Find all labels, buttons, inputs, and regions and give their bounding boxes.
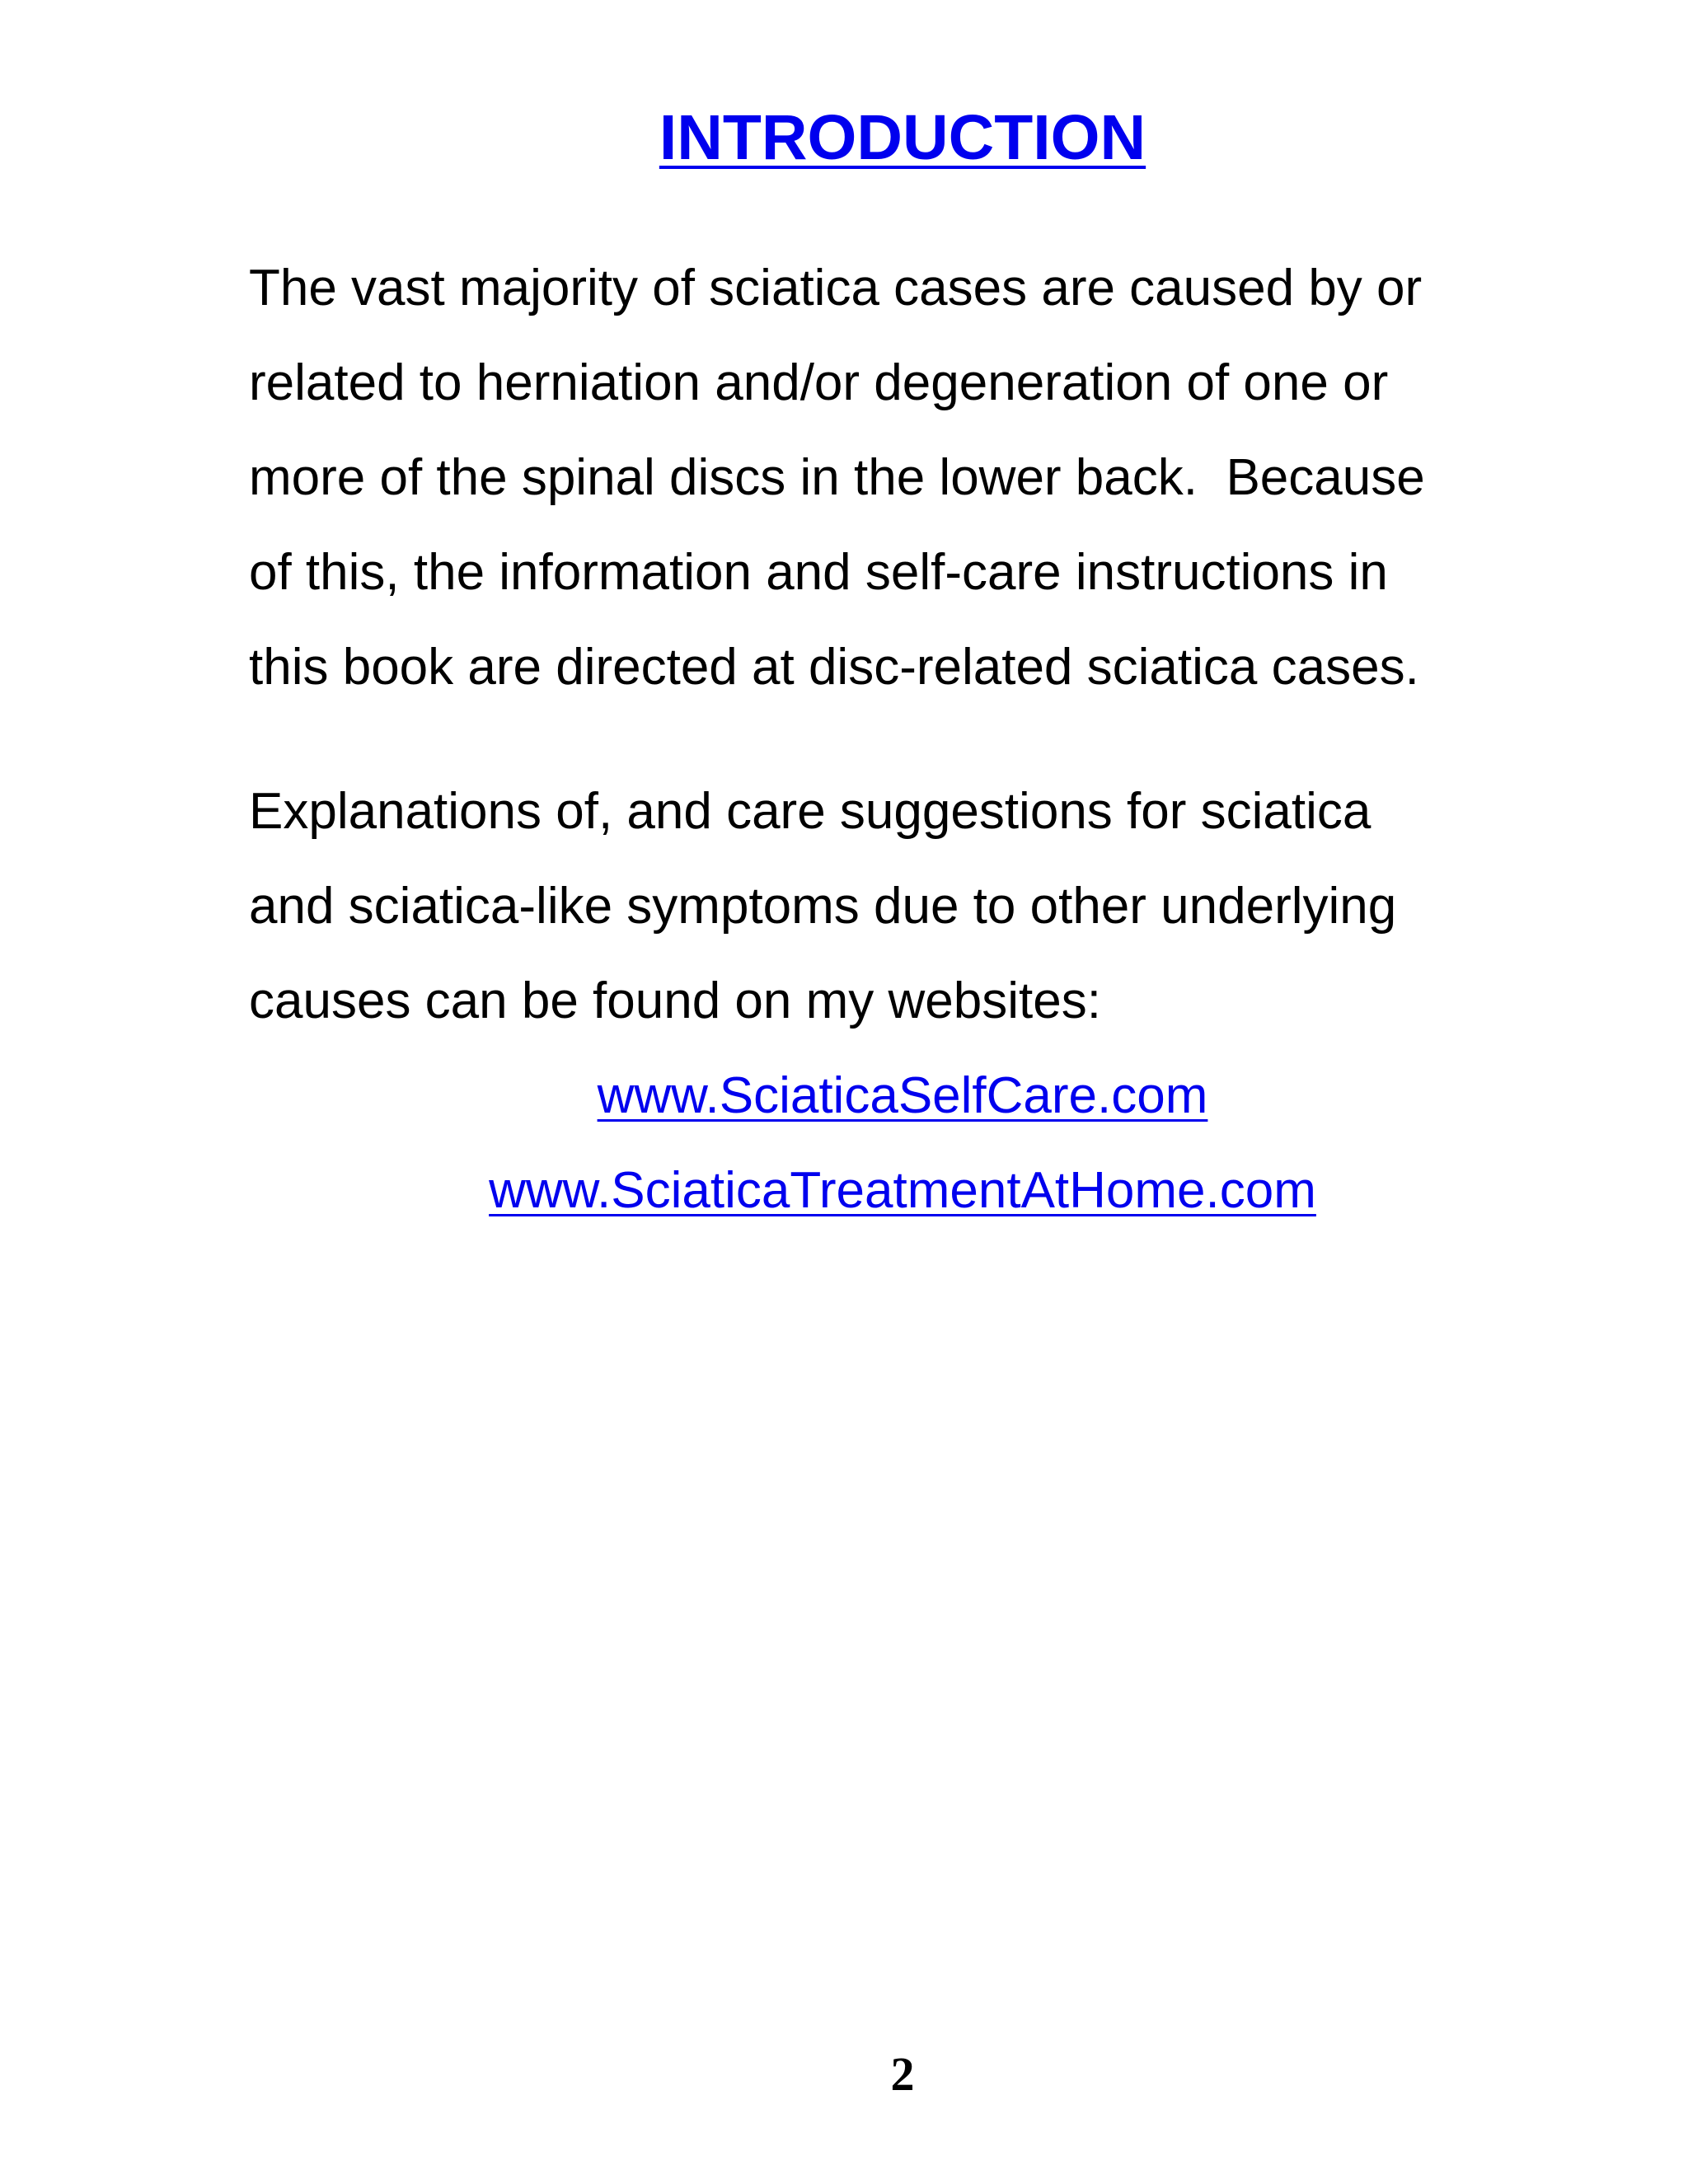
paragraph-line: more of the spinal discs in the lower back. Because [249,449,1425,506]
paragraph-disc-related [249,241,1535,715]
paragraph-line: of this, the information and self-care instructions in [249,544,1388,601]
link-sciatica-treatment-at-home[interactable]: www.SciaticaTreatmentAtHome.com [489,1162,1316,1219]
paragraph-line: Explanations of, and care suggestions for sciatica [249,783,1372,840]
paragraph-line: and sciatica-like symptoms due to other underlying [249,878,1397,935]
page-number: 2 [890,2047,915,2101]
paragraph-line: causes can be found on my websites: [249,972,1101,1029]
website-links [0,1048,1688,1238]
paragraph-line: this book are directed at disc-related sciatica cases. [249,639,1419,696]
paragraph-line: related to herniation and/or degeneration of one or [249,354,1389,411]
paragraph-other-causes [249,764,1535,1048]
page-title: INTRODUCTION [659,102,1146,173]
link-sciatica-self-care[interactable]: www.SciaticaSelfCare.com [597,1067,1208,1124]
paragraph-line: The vast majority of sciatica cases are caused by or [249,260,1423,316]
